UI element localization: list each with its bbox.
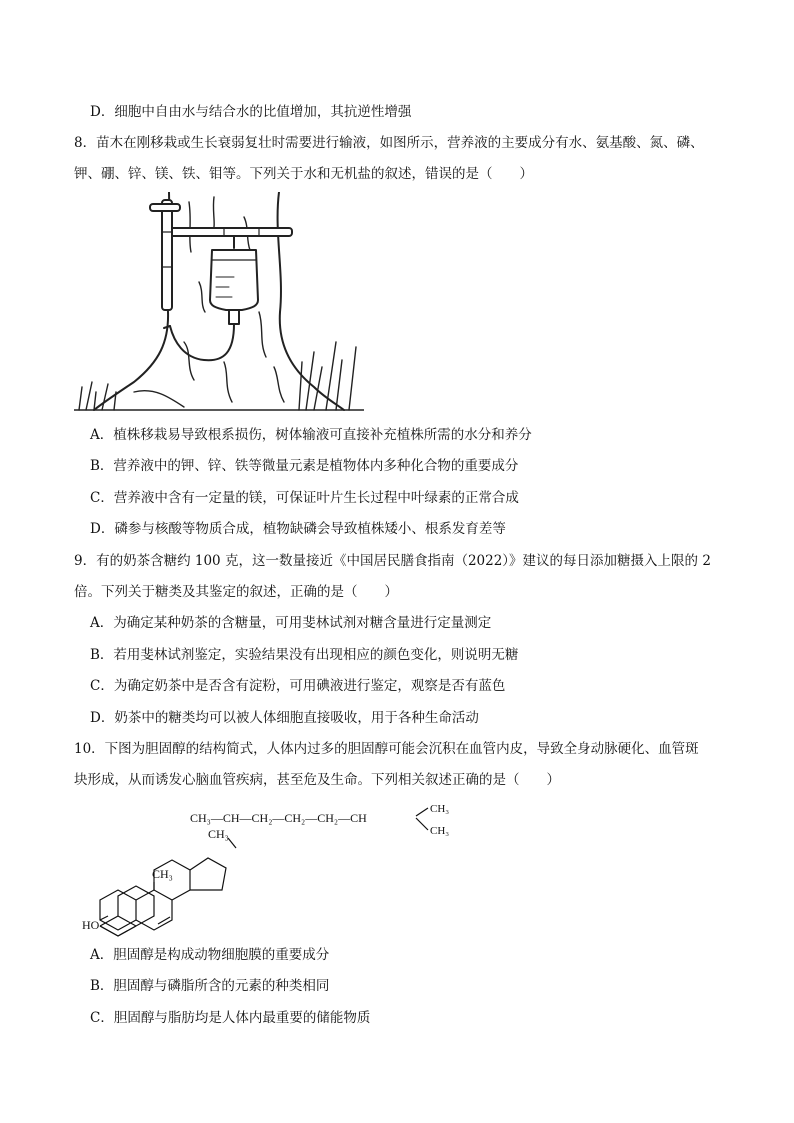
q9-stem-line2: 倍。下列关于糖类及其鉴定的叙述，正确的是（ ） — [74, 584, 398, 600]
formula-methyl-bottom: CH₃ — [430, 825, 450, 837]
q8-stem-line1: 8．苗木在刚移栽或生长衰弱复壮时需要进行输液，如图所示，营养液的主要成分有水、氨基酸、氮、磷、 — [74, 135, 704, 151]
q9-option-d: D．奶茶中的糖类均可以被人体细胞直接吸收，用于各种生命活动 — [90, 710, 479, 726]
tree-infusion-illustration — [74, 192, 364, 414]
q10-option-b: B．胆固醇与磷脂所含的元素的种类相同 — [90, 978, 330, 994]
q9-stem-line1: 9．有的奶茶含糖约 100 克，这一数量接近《中国居民膳食指南（2022）》建议的每日添加糖摄入上限的 2 — [74, 553, 711, 569]
q10-stem-line2: 块形成，从而诱发心脑血管疾病，甚至危及生命。下列相关叙述正确的是（ ） — [74, 772, 560, 788]
cholesterol-structure-diagram — [78, 798, 468, 938]
formula-ch3-ring: CH₃ — [152, 867, 173, 881]
formula-methyl-top: CH₃ — [430, 803, 450, 815]
q10-option-a: A．胆固醇是构成动物细胞膜的重要成分 — [90, 947, 330, 963]
formula-hydroxyl: HO — [82, 918, 100, 932]
formula-side-chain: CH₃—CH—CH₂—CH₂—CH₂—CH — [190, 811, 367, 825]
q8-stem-line2: 钾、硼、锌、镁、铁、钼等。下列关于水和无机盐的叙述，错误的是（ ） — [74, 166, 533, 182]
q7-option-d: D．细胞中自由水与结合水的比值增加，其抗逆性增强 — [90, 104, 412, 120]
q10-stem-line1: 10．下图为胆固醇的结构简式，人体内过多的胆固醇可能会沉积在血管内皮，导致全身动脉硬化、血管斑 — [74, 741, 699, 757]
q9-option-a: A．为确定某种奶茶的含糖量，可用斐林试剂对糖含量进行定量测定 — [90, 615, 492, 631]
formula-ch3-branch: CH₃ — [208, 827, 229, 841]
q8-option-b: B．营养液中的钾、锌、铁等微量元素是植物体内多种化合物的重要成分 — [90, 458, 519, 474]
q9-option-b: B．若用斐林试剂鉴定，实验结果没有出现相应的颜色变化，则说明无糖 — [90, 647, 519, 663]
q9-option-c: C．为确定奶茶中是否含有淀粉，可用碘液进行鉴定，观察是否有蓝色 — [90, 678, 506, 694]
q8-option-c: C．营养液中含有一定量的镁，可保证叶片生长过程中叶绿素的正常合成 — [90, 490, 519, 506]
q8-option-a: A．植株移栽易导致根系损伤，树体输液可直接补充植株所需的水分和养分 — [90, 427, 532, 443]
q8-option-d: D．磷参与核酸等物质合成，植物缺磷会导致植株矮小、根系发育差等 — [90, 521, 506, 537]
q10-option-c: C．胆固醇与脂肪均是人体内最重要的储能物质 — [90, 1010, 371, 1026]
